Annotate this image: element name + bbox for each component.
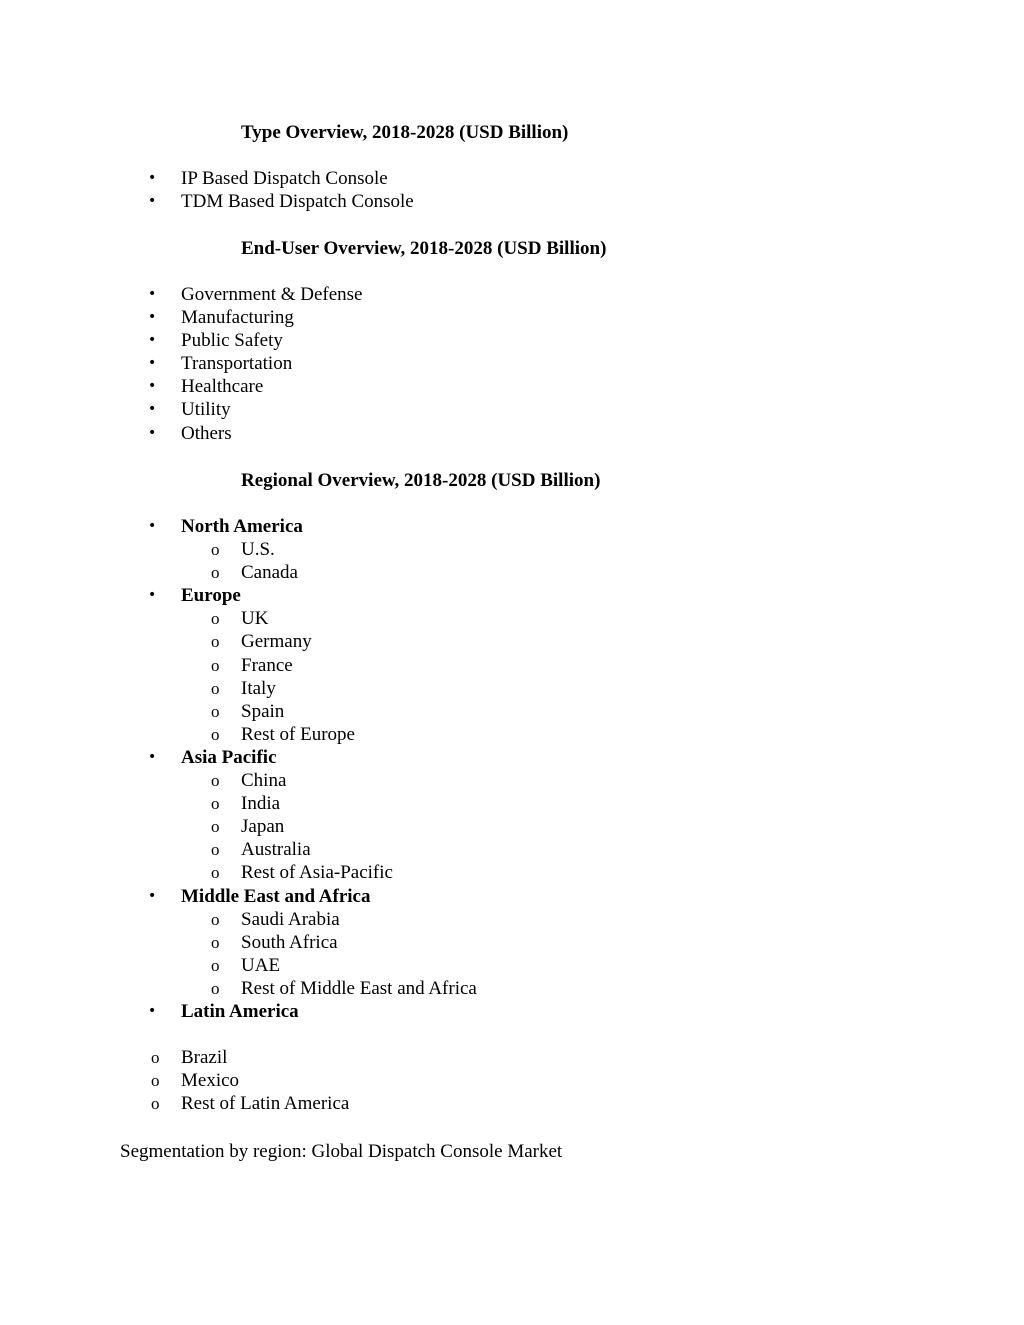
- hollow-bullet-icon: o: [211, 678, 220, 698]
- list-item-text: Manufacturing: [181, 307, 294, 329]
- region-name: North America: [181, 516, 303, 537]
- bullet-icon: •: [148, 424, 157, 441]
- country-name: Rest of Middle East and Africa: [241, 977, 477, 999]
- hollow-bullet-icon: o: [211, 863, 220, 883]
- hollow-bullet-icon: o: [211, 794, 220, 814]
- hollow-bullet-icon: o: [211, 701, 220, 721]
- list-item-text: Transportation: [181, 353, 293, 375]
- bullet-icon: •: [148, 1002, 157, 1019]
- bullet-icon: •: [148, 355, 157, 372]
- country-name: Rest of Latin America: [181, 1093, 350, 1115]
- list-item-text: Healthcare: [181, 376, 264, 398]
- region-name: Europe: [181, 585, 241, 607]
- bullet-icon: •: [148, 170, 157, 186]
- list-item-text: Others: [181, 422, 232, 444]
- country-name: Canada: [241, 562, 298, 584]
- hollow-bullet-icon: o: [211, 563, 220, 583]
- country-name: Australia: [241, 839, 311, 861]
- hollow-bullet-icon: o: [211, 840, 220, 860]
- end-user-overview-heading: End-User Overview, 2018-2028 (USD Billion): [241, 238, 607, 259]
- country-name: Germany: [241, 631, 312, 653]
- hollow-bullet-icon: o: [151, 1094, 160, 1114]
- country-name: Mexico: [181, 1070, 240, 1092]
- country-name: Italy: [241, 677, 276, 699]
- hollow-bullet-icon: o: [151, 1048, 160, 1067]
- type-overview-heading: Type Overview, 2018-2028 (USD Billion): [241, 122, 569, 143]
- country-name: UK: [241, 608, 269, 630]
- hollow-bullet-icon: o: [211, 632, 220, 652]
- list-item-text: Public Safety: [181, 330, 283, 352]
- country-name: Rest of Europe: [241, 723, 355, 745]
- country-name: China: [241, 770, 287, 792]
- bullet-icon: •: [148, 286, 157, 302]
- country-name: Saudi Arabia: [241, 908, 340, 930]
- hollow-bullet-icon: o: [211, 655, 220, 675]
- hollow-bullet-icon: o: [211, 540, 220, 560]
- country-name: U.S.: [241, 539, 275, 561]
- bullet-icon: •: [148, 332, 157, 349]
- hollow-bullet-icon: o: [211, 609, 220, 629]
- list-item-text: TDM Based Dispatch Console: [181, 191, 414, 213]
- region-name: Middle East and Africa: [181, 885, 371, 907]
- country-name: Brazil: [181, 1047, 228, 1068]
- segmentation-caption: Segmentation by region: Global Dispatch Console Market: [120, 1141, 563, 1162]
- list-item-text: Government & Defense: [181, 284, 363, 305]
- list-item-text: Utility: [181, 399, 231, 421]
- regional-overview-heading: Regional Overview, 2018-2028 (USD Billion): [241, 470, 601, 491]
- hollow-bullet-icon: o: [211, 955, 220, 975]
- hollow-bullet-icon: o: [211, 771, 220, 791]
- country-name: Japan: [241, 816, 285, 838]
- bullet-icon: •: [148, 193, 157, 210]
- region-name: Latin America: [181, 1000, 299, 1022]
- hollow-bullet-icon: o: [211, 932, 220, 952]
- bullet-icon: •: [148, 401, 157, 418]
- hollow-bullet-icon: o: [211, 817, 220, 837]
- country-name: South Africa: [241, 931, 338, 953]
- list-item-text: IP Based Dispatch Console: [181, 168, 388, 189]
- hollow-bullet-icon: o: [151, 1071, 160, 1091]
- bullet-icon: •: [148, 309, 157, 326]
- bullet-icon: •: [148, 378, 157, 395]
- hollow-bullet-icon: o: [211, 909, 220, 929]
- country-name: UAE: [241, 954, 281, 976]
- country-name: Rest of Asia-Pacific: [241, 862, 393, 884]
- region-name: Asia Pacific: [181, 746, 277, 768]
- country-name: India: [241, 793, 281, 815]
- country-name: France: [241, 654, 293, 676]
- bullet-icon: •: [148, 748, 157, 765]
- hollow-bullet-icon: o: [211, 978, 220, 998]
- country-name: Spain: [241, 700, 285, 722]
- bullet-icon: •: [148, 887, 157, 904]
- bullet-icon: •: [148, 518, 157, 534]
- hollow-bullet-icon: o: [211, 724, 220, 744]
- bullet-icon: •: [148, 587, 157, 604]
